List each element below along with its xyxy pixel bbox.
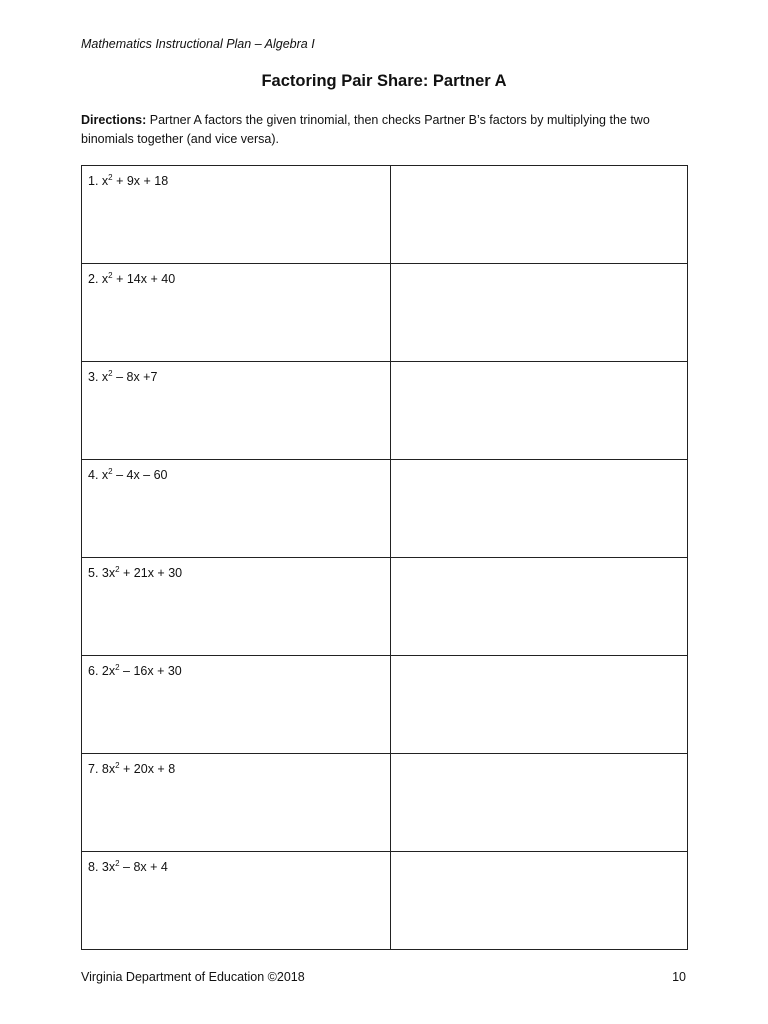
problem-suffix: + 9x + 18 xyxy=(112,174,169,188)
table-row xyxy=(82,362,688,460)
exponent: 2 xyxy=(115,565,120,574)
problem-cell xyxy=(82,852,391,950)
problem-cell xyxy=(82,362,391,460)
problem-cell xyxy=(82,656,391,754)
exponent: 2 xyxy=(108,173,113,182)
answer-cell[interactable] xyxy=(391,460,688,558)
table-row xyxy=(82,166,688,264)
problem-prefix: 6. 2x xyxy=(88,664,116,678)
problem-prefix: 4. x xyxy=(88,468,109,482)
problem-table xyxy=(81,165,688,950)
problem-prefix: 3. x xyxy=(88,370,109,384)
directions-text: Partner A factors the given trinomial, then checks Partner B’s factors by multiplying the two binomials together (and vice versa). xyxy=(81,113,650,146)
exponent: 2 xyxy=(115,859,120,868)
problem-prefix: 5. 3x xyxy=(88,566,116,580)
problem-cell xyxy=(82,558,391,656)
problem-suffix: – 8x +7 xyxy=(112,370,158,384)
problem-prefix: 7. 8x xyxy=(88,762,116,776)
answer-cell[interactable] xyxy=(391,852,688,950)
directions-label: Directions: xyxy=(81,113,147,127)
table-row xyxy=(82,754,688,852)
exponent: 2 xyxy=(115,761,120,770)
answer-cell[interactable] xyxy=(391,264,688,362)
answer-cell[interactable] xyxy=(391,558,688,656)
problem-prefix: 1. x xyxy=(88,174,109,188)
table-row xyxy=(82,852,688,950)
page-title: Factoring Pair Share: Partner A xyxy=(261,72,507,90)
exponent: 2 xyxy=(108,271,113,280)
answer-cell[interactable] xyxy=(391,166,688,264)
answer-cell[interactable] xyxy=(391,362,688,460)
problem-prefix: 8. 3x xyxy=(88,860,116,874)
table-row xyxy=(82,558,688,656)
exponent: 2 xyxy=(108,467,113,476)
problem-cell xyxy=(82,166,391,264)
problem-suffix: + 14x + 40 xyxy=(112,272,176,286)
page-number: 10 xyxy=(672,970,686,984)
table-row xyxy=(82,460,688,558)
problem-suffix: + 21x + 30 xyxy=(119,566,183,580)
problem-prefix: 2. x xyxy=(88,272,109,286)
problem-suffix: – 16x + 30 xyxy=(119,664,182,678)
problem-cell xyxy=(82,460,391,558)
table-row xyxy=(82,656,688,754)
problem-cell xyxy=(82,754,391,852)
answer-cell[interactable] xyxy=(391,754,688,852)
problem-suffix: – 8x + 4 xyxy=(119,860,168,874)
document-header: Mathematics Instructional Plan – Algebra I xyxy=(81,37,315,51)
footer-copyright: Virginia Department of Education ©2018 xyxy=(81,970,305,984)
exponent: 2 xyxy=(115,663,120,672)
directions xyxy=(81,111,691,149)
problem-suffix: + 20x + 8 xyxy=(119,762,176,776)
table-row xyxy=(82,264,688,362)
answer-cell[interactable] xyxy=(391,656,688,754)
exponent: 2 xyxy=(108,369,113,378)
problem-suffix: – 4x – 60 xyxy=(112,468,168,482)
problem-cell xyxy=(82,264,391,362)
